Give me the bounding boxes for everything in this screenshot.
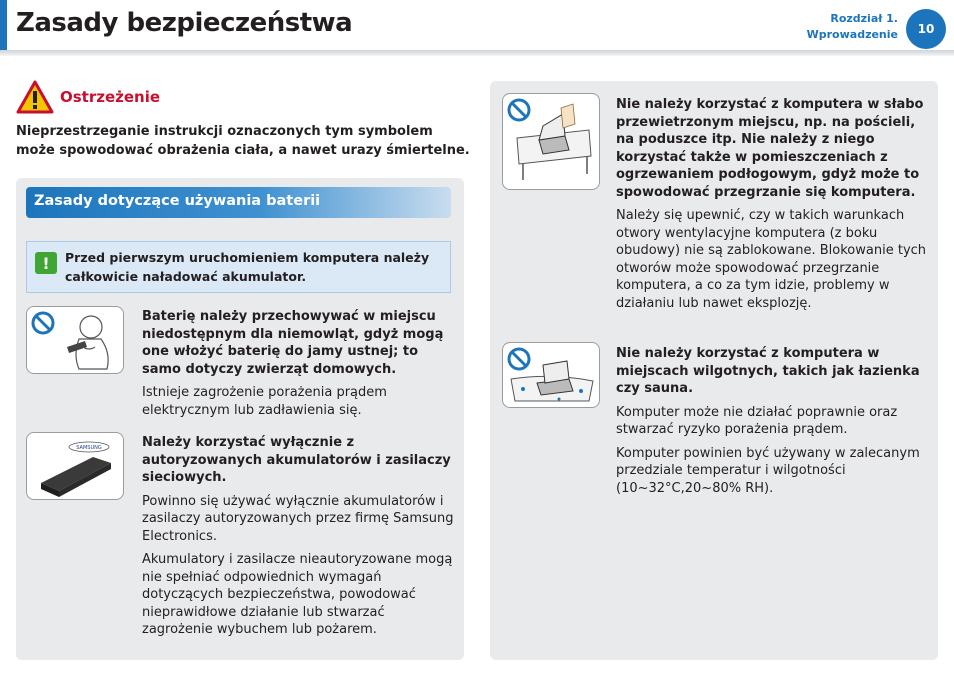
rule-description: Akumulatory i zasilacze nieautoryzowane mogą nie spełniać odpowiednich wymagań dotyczących bezpieczeństwa, powodować nieprawidłowe działanie lub stwarzać zagrożenie wybuchem lub pożarem.: [142, 552, 453, 637]
baby-with-battery-illustration: [26, 306, 124, 374]
warning-heading: [16, 80, 160, 114]
rule-heading: Należy korzystać wyłącznie z autoryzowanych akumulatorów i zasilaczy sieciowych.: [142, 435, 451, 485]
rule-description: Istnieje zagrożenie porażenia prądem elektrycznym lub zadławienia się.: [142, 385, 387, 418]
rule-heading: Nie należy korzystać z komputera w miejscach wilgotnych, takich jak łazienka czy sauna.: [616, 346, 920, 396]
rule-heading: Nie należy korzystać z komputera w słabo przewietrzonym miejscu, np. na pościeli, na poduszce itp. Nie należy z niego korzystać także w pomieszczeniach z ogrzewaniem podłogowym, gdyż może to spowodować przegrzanie się komputera.: [616, 97, 924, 200]
rule-heading: Baterię należy przechowywać w miejscu niedostępnym dla niemowląt, gdyż mogą one włożyć baterię do jamy ustnej; to samo dotyczy zwierząt domowych.: [142, 309, 444, 377]
prohibited-icon: [33, 313, 53, 333]
rule-description: Komputer może nie działać poprawnie oraz stwarzać ryzyko porażenia prądem.: [616, 404, 898, 437]
header-accent-bar: [0, 0, 7, 50]
battery-storage-rule: [142, 308, 454, 425]
warning-text: Nieprzestrzeganie instrukcji oznaczonych tym symbolem może spowodować obrażenia ciała, a nawet urazy śmiertelne.: [16, 124, 470, 158]
ventilation-rule: [616, 96, 928, 318]
chapter-label[interactable]: [807, 11, 898, 43]
chapter-number: Rozdział 1.: [830, 12, 898, 25]
warning-triangle-icon: [16, 80, 54, 114]
page-number-badge: 10: [906, 9, 946, 49]
humidity-rule: [616, 345, 928, 503]
authorized-battery-rule: [142, 434, 454, 645]
warning-label: Ostrzeżenie: [60, 88, 161, 106]
laptop-in-bathroom-illustration: [502, 342, 600, 408]
battery-brand-label: SAMSUNG: [76, 445, 102, 451]
prohibited-icon: [509, 349, 529, 369]
exclamation-icon: !: [35, 252, 57, 274]
note-text: Przed pierwszym uruchomieniem komputera należy całkowicie naładować akumulator.: [65, 250, 430, 284]
section-heading: Zasady dotyczące używania baterii: [26, 187, 451, 218]
page-title: Zasady bezpieczeństwa: [16, 8, 353, 38]
rule-description: Powinno się używać wyłącznie akumulatorów i zasilaczy autoryzowanych przez firmę Samsung Electronics.: [142, 493, 454, 544]
laptop-on-bed-illustration: [502, 93, 600, 190]
battery-illustration: [26, 432, 124, 500]
rule-description: Komputer powinien być używany w zalecanym przedziale temperatur i wilgotności (10~32°C,20~80% RH).: [616, 445, 920, 496]
note-box: [26, 241, 451, 293]
header-divider: [0, 50, 954, 56]
prohibited-icon: [509, 100, 529, 120]
rule-description: Należy się upewnić, czy w takich warunkach otwory wentylacyjne komputera (z boku obudowy) nie są zablokowane. Blokowanie tych otworów może spowodować przegrzanie komputera, a co za tym idzie, problemy w działaniu lub nawet eksplozję.: [616, 208, 927, 311]
chapter-title: Wprowadzenie: [806, 28, 898, 41]
